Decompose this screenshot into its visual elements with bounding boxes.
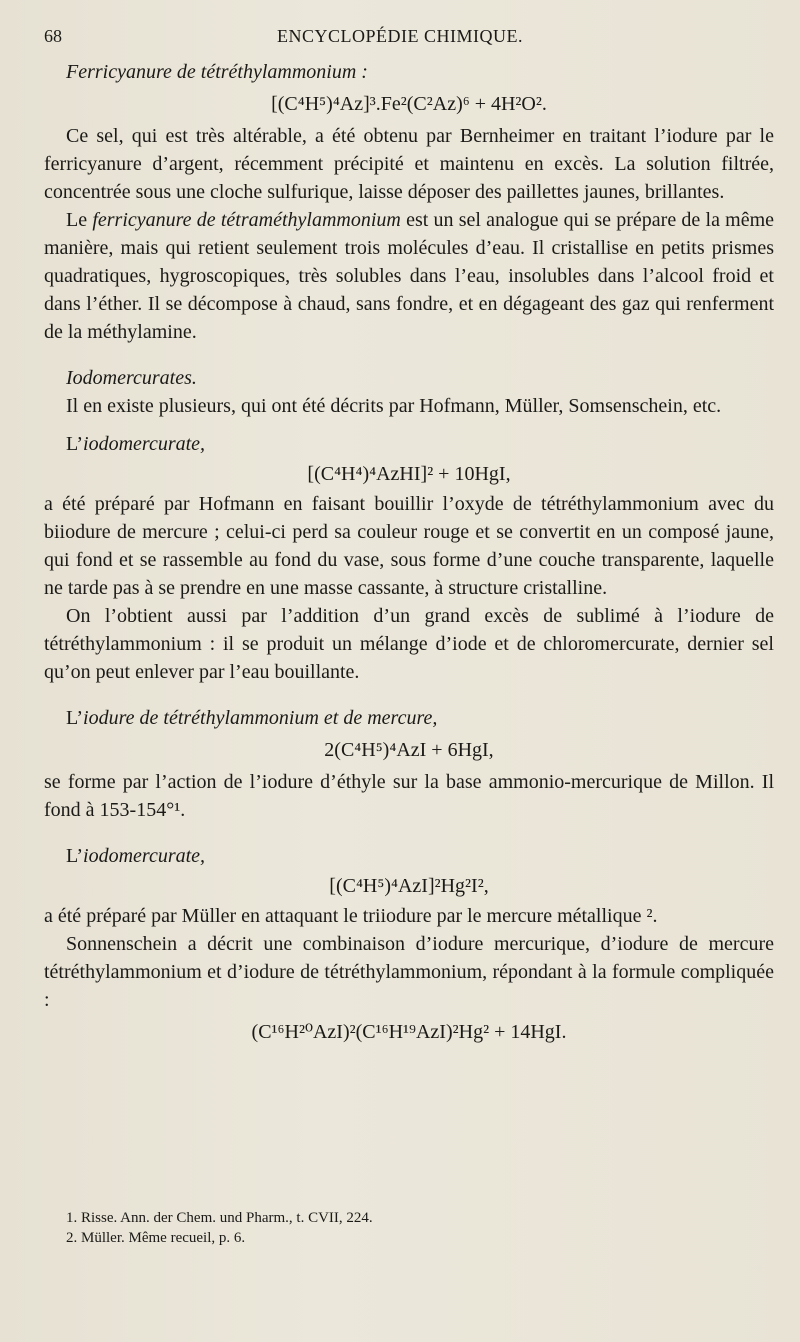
section-heading-iodomercurates: Iodomercurates. (66, 367, 197, 389)
page-number: 68 (44, 26, 62, 46)
page-body (44, 58, 774, 1050)
subheading-name: iodomercurate, (83, 433, 206, 455)
formula-sonnenschein: (C¹⁶H²⁰AzI)²(C¹⁶H¹⁹AzI)²Hg² + 14HgI. (251, 1021, 567, 1043)
paragraph-iodomercurate-2a: a été préparé par Müller en attaquant le triiodure par le mercure métallique ². (44, 905, 658, 927)
subheading-name: iodomercurate, (83, 845, 206, 867)
subheading-lead: L’ (66, 845, 84, 867)
paragraph-iodomercurates: Il en existe plusieurs, qui ont été décrits par Hofmann, Müller, Somsenschein, etc. (66, 395, 722, 417)
footnote-number: 1. (66, 1210, 78, 1226)
paragraph-iodomercurate-2b: Sonnenschein a décrit une combinaison d’iodure mercurique, d’iodure de mercure tétréthylammonium et d’iodure de tétréthylammonium, répondant à la formule compliquée : (44, 933, 774, 1011)
footnote-2 (66, 1228, 766, 1248)
subheading-lead: L’ (66, 707, 84, 729)
footnote-1 (66, 1208, 766, 1228)
footnote-text: Müller. Même recueil, p. 6. (81, 1230, 246, 1246)
subheading-name: iodure de tétréthylammonium et de mercure, (83, 707, 438, 729)
paragraph-ferricyanure-tetrethyl: Ce sel, qui est très altérable, a été obtenu par Bernheimer en traitant l’iodure par le ferricyanure d’argent, récemment précipité et maintenu en excès. La solution filtrée, concentrée sous une cloche sulfurique, laisse déposer des paillettes jaunes, brillantes. (44, 125, 774, 203)
formula-ferricyanure-tetrethyl: [(C⁴H⁵)⁴Az]³.Fe²(C²Az)⁶ + 4H²O². (271, 93, 547, 115)
footnote-number: 2. (66, 1230, 78, 1246)
formula-iodure-mercure: 2(C⁴H⁵)⁴AzI + 6HgI, (324, 739, 494, 761)
paragraph-ferricyanure-tetramethyl (44, 206, 774, 346)
footnotes (66, 1208, 766, 1248)
paragraph-iodure-mercure: se forme par l’action de l’iodure d’éthyle sur la base ammonio-mercurique de Millon. Il fond à 153-154°¹. (44, 771, 774, 821)
paragraph-lead: Le (66, 209, 88, 231)
formula-iodomercurate-1: [(C⁴H⁴)⁴AzHI]² + 10HgI, (307, 463, 511, 485)
formula-iodomercurate-2: [(C⁴H⁵)⁴AzI]²Hg²I², (329, 875, 489, 897)
running-title: ENCYCLOPÉDIE CHIMIQUE. (277, 26, 523, 46)
subheading-lead: L’ (66, 433, 84, 455)
subheading-iodomercurate-2 (44, 842, 774, 870)
section-heading-ferricyanure-tetrethyl: Ferricyanure de tétréthylammonium : (66, 61, 368, 83)
subheading-iodure-mercure (44, 704, 774, 732)
compound-name-tetramethyl: ferricyanure de tétraméthylammonium (92, 209, 401, 231)
paragraph-iodomercurate-1b: On l’obtient aussi par l’addition d’un grand excès de sublimé à l’iodure de tétréthylammonium : il se produit un mélange d’iode et de chloromercurate, dernier sel qu’on peut enlever par l’eau bouillante. (44, 605, 774, 683)
page-header (0, 26, 800, 50)
paragraph-text: est un sel analogue qui se prépare de la même manière, mais qui retient seulement trois molécules d’eau. Il cristallise en petits prismes quadratiques, hygroscopiques, très solubles dans l’eau, insolubles dans l’alcool froid et dans l’éther. Il se décompose à chaud, sans fondre, et en dégageant des gaz qui renferment de la méthylamine. (44, 209, 775, 343)
subheading-iodomercurate-1 (44, 430, 774, 458)
footnote-text: Risse. Ann. der Chem. und Pharm., t. CVII, 224. (81, 1210, 373, 1226)
paragraph-iodomercurate-1a: a été préparé par Hofmann en faisant bouillir l’oxyde de tétréthylammonium avec du biiodure de mercure ; celui-ci perd sa couleur rouge et se convertit en un composé jaune, qui fond et se rassemble au fond du vase, sous forme d’une couche transparente, laquelle ne tarde pas à se prendre en une masse cassante, à structure cristalline. (44, 493, 774, 599)
